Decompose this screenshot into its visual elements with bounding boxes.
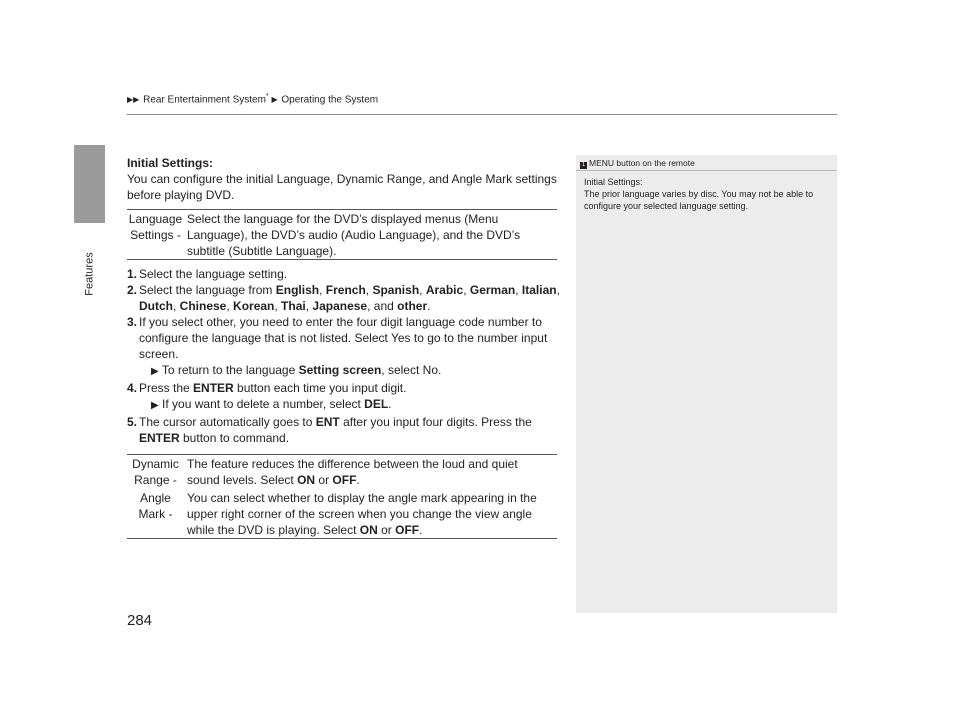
chapter-label: Features [84, 252, 97, 296]
breadcrumb-arrow-icon: ▶▶ [127, 95, 140, 105]
breadcrumb-separator-icon: ▶ [271, 95, 278, 105]
sidebar-note [576, 155, 837, 613]
definition-row-angle-mark [127, 489, 557, 538]
step-2: 2. Select the language from English, French, Spanish, Arabic, German, Italian, Dutch, Chinese, Korean, Thai, Japanese, and other. [127, 283, 560, 313]
breadcrumb-page[interactable]: Operating the System [281, 94, 379, 106]
definition-term: Angle Mark - [138, 491, 173, 521]
definition-description: You can select whether to display the angle mark appearing in the upper right corner of the screen when you change the view angle while the DVD is playing. Select ON or OFF. [187, 491, 537, 537]
definition-row-dynamic-range [127, 455, 557, 488]
intro-paragraph: You can configure the initial Language, Dynamic Range, and Angle Mark settings before playing DVD. [127, 172, 557, 202]
note-divider [576, 170, 837, 171]
section-title: Initial Settings: [127, 156, 214, 170]
step-4: 4. Press the ENTER button each time you input digit. ▶ If you want to delete a number, select DEL. [127, 380, 567, 414]
range-angle-table [127, 454, 557, 539]
step-1: 1. Select the language setting. [127, 267, 288, 281]
breadcrumb-section[interactable]: Rear Entertainment System [143, 94, 266, 106]
step-3-substep: ▶ To return to the language Setting screen, select No. [151, 363, 442, 377]
definition-description: The feature reduces the difference between the loud and quiet sound levels. Select ON or OFF. [187, 457, 518, 487]
header-divider [127, 114, 837, 115]
main-content [127, 155, 567, 539]
definition-term: Language Settings - [128, 212, 183, 242]
breadcrumb [127, 93, 378, 105]
definition-term: Dynamic Range - [132, 457, 179, 487]
step-5: 5. The cursor automatically goes to ENT after you input four digits. Press the ENTER button to command. [127, 415, 532, 445]
steps-list [127, 266, 567, 446]
substep-arrow-icon: ▶ [151, 400, 159, 411]
substep-arrow-icon: ▶ [151, 366, 159, 377]
note-body: Initial Settings: The prior language varies by disc. You may not be able to configure your selected language setting. [584, 177, 814, 211]
note-icon: 1 [581, 162, 586, 168]
language-settings-table [127, 209, 557, 260]
chapter-tab-marker [74, 145, 105, 223]
note-heading: 1 MENU button on the remote [581, 158, 695, 168]
footnote-asterisk: * [265, 93, 269, 100]
page-number: 284 [127, 612, 153, 629]
step-4-substep: ▶ If you want to delete a number, select DEL. [151, 397, 392, 411]
step-3: 3. If you select other, you need to enter the four digit language code number to configure the language that is not listed. Select Yes to go to the number input screen. ▶ To return to the language Setting screen, select No. [127, 314, 567, 380]
definition-row [127, 210, 557, 259]
definition-description: Select the language for the DVD’s displayed menus (Menu Language), the DVD’s audio (Audio Language), and the DVD’s subtitle (Subtitle Language). [187, 212, 521, 258]
